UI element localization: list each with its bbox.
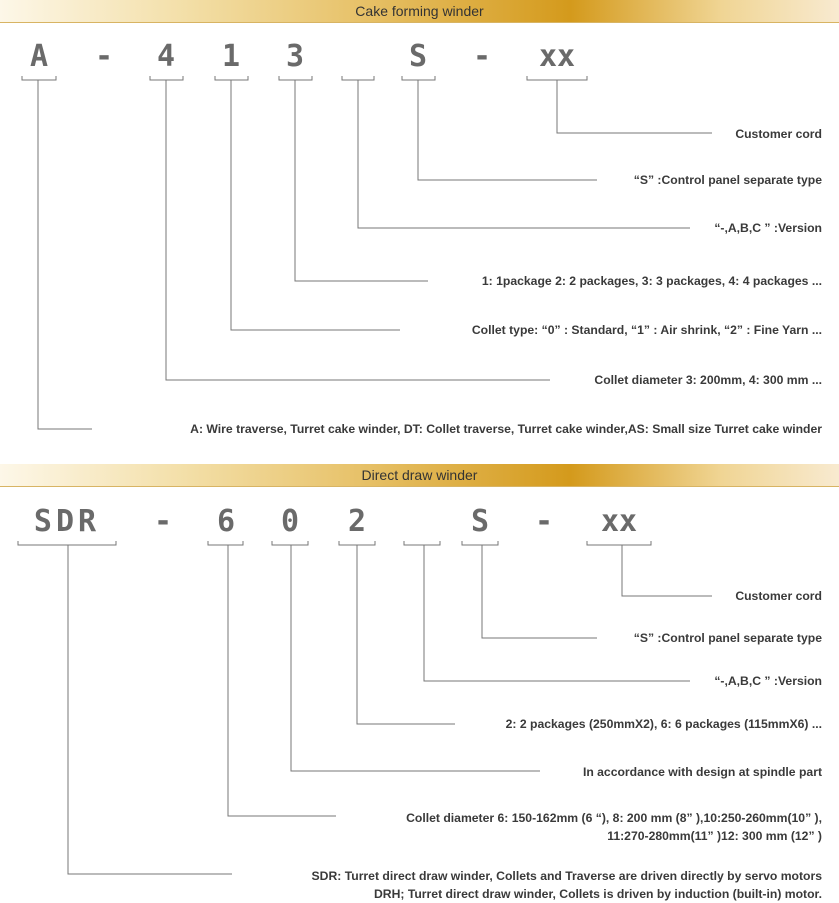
bracket-version	[404, 541, 440, 545]
desc-winder-type-line-1: SDR: Turret direct draw winder, Collets and Traverse are driven directly by servo motors	[311, 869, 822, 883]
connector-packages	[295, 80, 428, 281]
code-brackets-1	[22, 76, 587, 80]
connectors-1	[38, 80, 712, 429]
bracket-customer	[527, 76, 587, 80]
section-title: Direct draw winder	[361, 467, 478, 483]
code-char-dash: -	[534, 504, 554, 539]
code-brackets-2	[18, 541, 651, 545]
desc-winder-type-line-2: DRH; Turret direct draw winder, Collets is driven by induction (built-in) motor.	[373, 887, 822, 901]
desc-collet-diameter: Collet diameter 3: 200mm, 4: 300 mm ...	[594, 373, 822, 387]
code-char-separate: S	[470, 504, 490, 539]
desc-winder-type: A: Wire traverse, Turret cake winder, DT: Collet traverse, Turret cake winder,AS: Small size Turret cake winder	[190, 422, 822, 436]
bracket-version	[342, 76, 374, 80]
code-char-dash: -	[94, 39, 114, 74]
code-char-type: A	[29, 39, 49, 74]
desc-version: “-,A,B,C ” :Version	[714, 674, 822, 688]
desc-collet-type: Collet type: “0” : Standard, “1” : Air shrink, “2” : Fine Yarn ...	[471, 323, 822, 337]
code-char-packages: 3	[285, 39, 305, 74]
bracket-customer	[587, 541, 651, 545]
desc-customer-cord: Customer cord	[735, 127, 822, 141]
bracket-type	[22, 76, 56, 80]
code-char-type: SDR	[33, 504, 101, 539]
bracket-diameter	[150, 76, 183, 80]
connector-version	[424, 545, 690, 681]
connector-customer-cord	[557, 80, 712, 133]
code-char-packages: 2	[347, 504, 367, 539]
code-char-diameter: 6	[216, 504, 236, 539]
code-char-customer: xx	[600, 504, 638, 539]
desc-packages: 1: 1package 2: 2 packages, 3: 3 packages, 4: 4 packages ...	[481, 274, 822, 288]
desc-separate-type: “S” :Control panel separate type	[633, 173, 822, 187]
bracket-diameter	[208, 541, 243, 545]
code-char-dash: -	[153, 504, 173, 539]
desc-spindle-design: In accordance with design at spindle part	[582, 765, 822, 779]
connectors-2	[68, 545, 712, 874]
desc-packages: 2: 2 packages (250mmX2), 6: 6 packages (115mmX6) ...	[505, 717, 822, 731]
connector-spindle-design	[291, 545, 540, 771]
connector-winder-type	[38, 80, 92, 429]
connector-version	[358, 80, 690, 228]
code-char-separate: S	[408, 39, 428, 74]
bracket-separate	[402, 76, 435, 80]
connector-collet-diameter	[228, 545, 336, 816]
desc-version: “-,A,B,C ” :Version	[714, 221, 822, 235]
code-char-collet-type: 1	[221, 39, 241, 74]
desc-collet-diameter-line-2: 11:270-280mm(11” )12: 300 mm (12” )	[607, 829, 822, 843]
code-char-dash: -	[472, 39, 492, 74]
connector-customer-cord	[622, 545, 712, 596]
bracket-separate	[462, 541, 498, 545]
connector-collet-type	[231, 80, 400, 330]
connector-winder-type	[68, 545, 232, 874]
bracket-packages	[279, 76, 312, 80]
connector-separate-type	[418, 80, 597, 180]
desc-collet-diameter-line-1: Collet diameter 6: 150-162mm (6 “), 8: 200 mm (8” ),10:250-260mm(10” ),	[406, 811, 822, 825]
connector-packages	[357, 545, 455, 724]
desc-customer-cord: Customer cord	[735, 589, 822, 603]
bracket-collet-type	[215, 76, 248, 80]
section-title: Cake forming winder	[355, 3, 484, 19]
desc-separate-type: “S” :Control panel separate type	[633, 631, 822, 645]
code-char-diameter: 4	[156, 39, 176, 74]
connector-separate-type	[482, 545, 597, 638]
bracket-packages	[339, 541, 375, 545]
bracket-type	[18, 541, 116, 545]
code-char-spindle: 0	[280, 504, 300, 539]
bracket-spindle	[272, 541, 308, 545]
code-char-customer: xx	[538, 39, 576, 74]
